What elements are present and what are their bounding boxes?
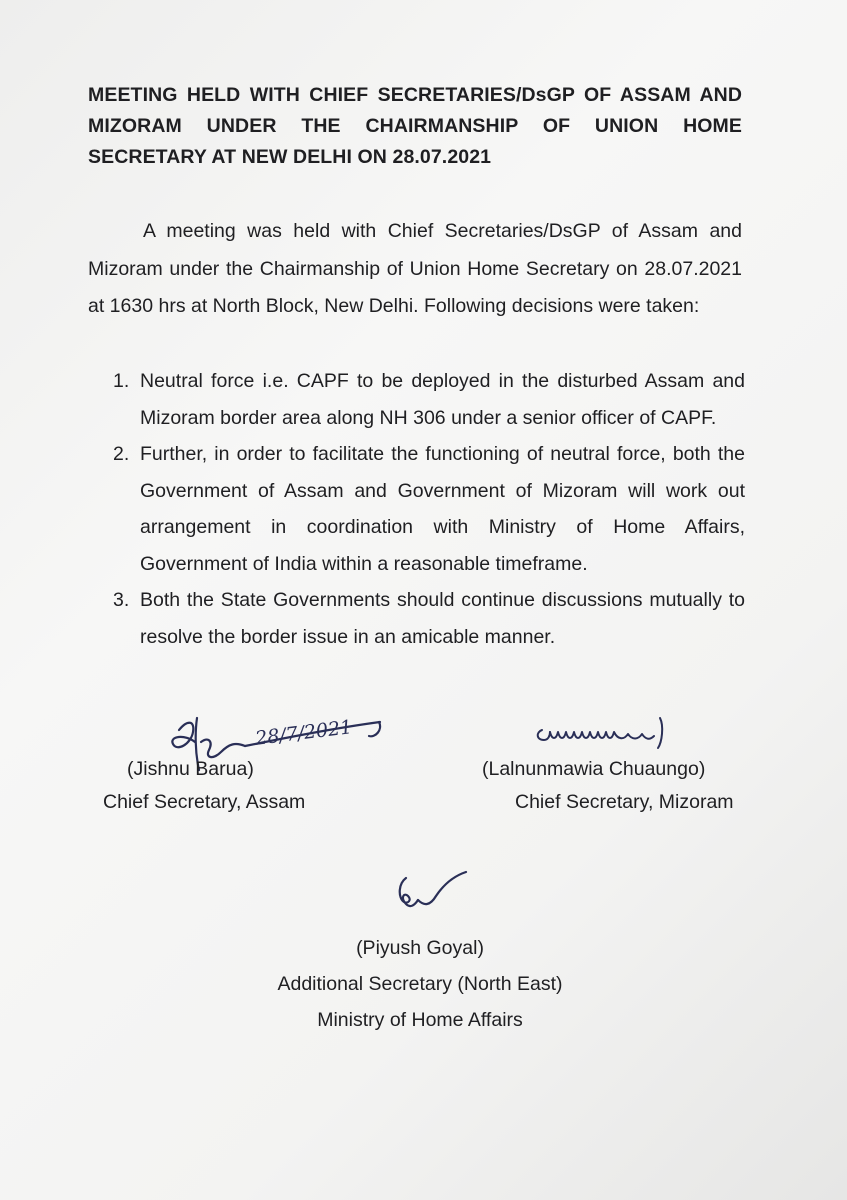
decision-number: 2. <box>113 443 130 465</box>
intro-paragraph: A meeting was held with Chief Secretaries/DsGP of Assam and Mizoram under the Chairmanship of Union Home Secretary on 28.07.2021 at 1630 hrs at North Block, New Delhi. Following decisions were taken: <box>88 220 742 317</box>
decision-item <box>113 582 745 655</box>
decision-text: Both the State Governments should continue discussions mutually to resolve the border issue in an amicable manner. <box>140 589 745 648</box>
document-heading: MEETING HELD WITH CHIEF SECRETARIES/DsGP OF ASSAM AND MIZORAM UNDER THE CHAIRMANSHIP OF UNION HOME SECRETARY AT NEW DELHI ON 28.07.2021 <box>88 84 742 168</box>
signatory-mha-designation: Additional Secretary (North East) <box>277 973 563 995</box>
decision-text: Further, in order to facilitate the functioning of neutral force, both the Government of Assam and Government of Mizoram will work out arrangement in coordination with Ministry of Home Affairs, Government of India within a reasonable timeframe. <box>140 443 745 575</box>
signatory-mha-department: Ministry of Home Affairs <box>317 1009 523 1031</box>
signatory-mha-name: (Piyush Goyal) <box>356 937 484 959</box>
decision-text: Neutral force i.e. CAPF to be deployed in the disturbed Assam and Mizoram border area along NH 306 under a senior officer of CAPF. <box>140 370 745 429</box>
decisions-list <box>113 363 745 655</box>
decision-item <box>113 363 745 436</box>
signatory-mizoram-designation: Chief Secretary, Mizoram <box>515 791 734 813</box>
signatory-mizoram <box>482 753 782 819</box>
decision-number: 3. <box>113 589 130 611</box>
signatory-assam-name: (Jishnu Barua) <box>127 758 254 780</box>
signatory-mizoram-name: (Lalnunmawia Chuaungo) <box>482 758 706 780</box>
signature-mizoram-icon <box>532 712 692 752</box>
handwritten-date: 28/7/2021 <box>254 716 354 750</box>
signatory-assam-designation: Chief Secretary, Assam <box>103 791 306 813</box>
decision-item <box>113 436 745 582</box>
signatory-mha <box>200 930 640 1038</box>
signature-mha-icon <box>392 868 482 918</box>
decision-number: 1. <box>113 370 130 392</box>
signatory-assam <box>103 753 343 819</box>
